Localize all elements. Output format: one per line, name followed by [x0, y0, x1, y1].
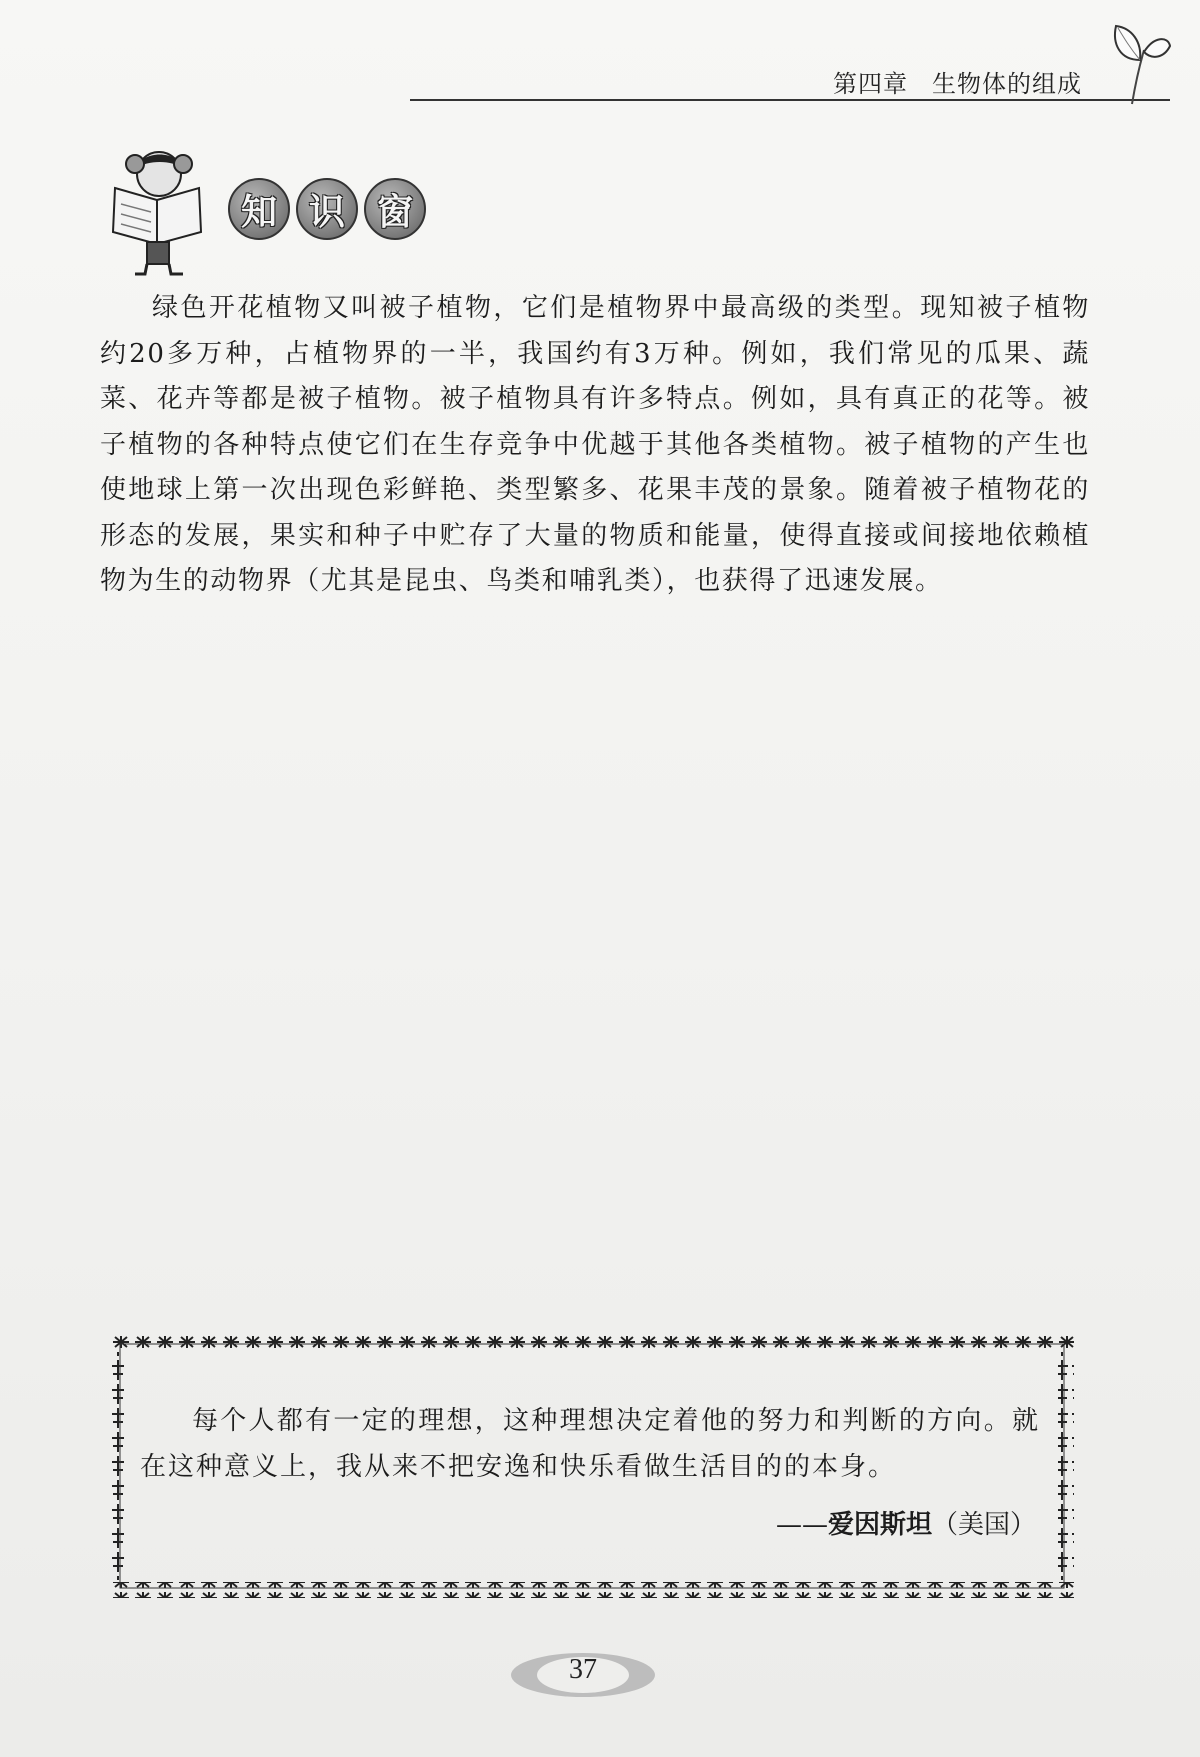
chapter-title: 生物体的组成	[932, 70, 1082, 98]
sprout-leaf-icon	[1110, 20, 1172, 106]
heading-char: 窗	[364, 178, 426, 240]
quote-box	[110, 1334, 1074, 1598]
quote-attribution	[776, 1504, 1036, 1541]
header-rule	[410, 99, 1170, 101]
author-country: （美国）	[931, 1510, 1036, 1540]
page-number: 37	[569, 1654, 597, 1685]
attribution-dash: ——	[775, 1510, 828, 1540]
running-header	[833, 64, 1082, 99]
quote-author: 爱因斯坦	[827, 1510, 932, 1540]
heading-char: 知	[228, 178, 290, 240]
heading-char: 识	[296, 178, 358, 240]
reading-child-illustration	[95, 148, 215, 278]
quote-text: 每个人都有一定的理想，这种理想决定着他的努力和判断的方向。就在这种意义上，我从来不把安逸和快乐看做生活目的的本身。	[140, 1406, 1040, 1482]
knowledge-window-heading	[228, 178, 426, 240]
chapter-label: 第四章	[833, 70, 908, 98]
body-paragraph: 绿色开花植物又叫被子植物，它们是植物界中最高级的类型。现知被子植物约20多万种，占植物界的一半，我国约有3万种。例如，我们常见的瓜果、蔬菜、花卉等都是被子植物。被子植物具有许多特点。例如，具有真正的花等。被子植物的各种特点使它们在生存竞争中优越于其他各类植物。被子植物的产生也使地球上第一次出现色彩鲜艳、类型繁多、花果丰茂的景象。随着被子植物花的形态的发展，果实和种子中贮存了大量的物质和能量，使得直接或间接地依赖植物为生的动物界（尤其是昆虫、鸟类和哺乳类），也获得了迅速发展。	[100, 293, 1090, 596]
